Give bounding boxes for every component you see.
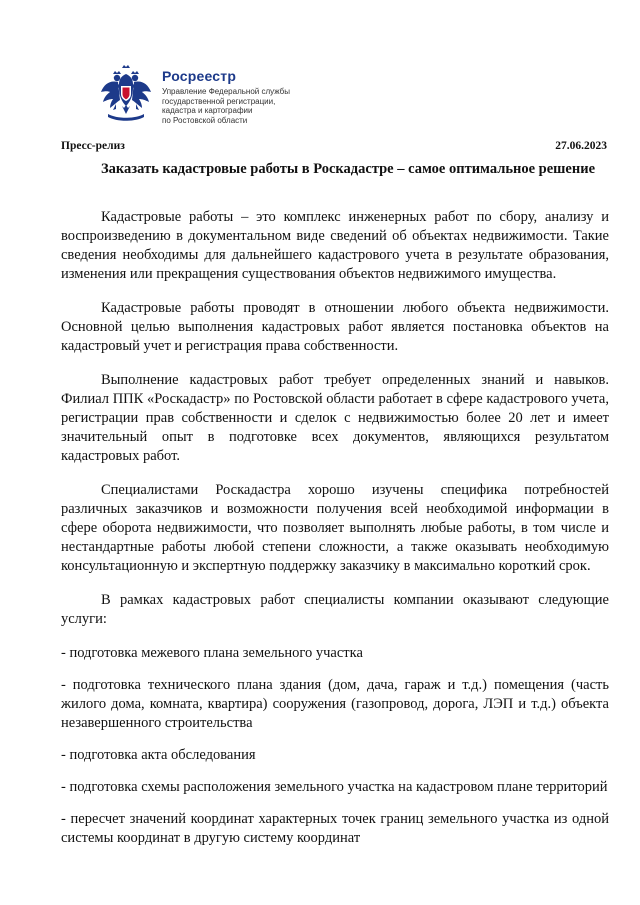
service-list-item: - подготовка технического плана здания (дом, дача, гараж и т.д.) помещения (часть жилого дома, комната, квартира) сооружения (газопровод, дорога, ЛЭП и т.д.) объекта незавершенного строительства bbox=[61, 677, 609, 731]
double-headed-eagle-emblem-icon bbox=[100, 64, 152, 122]
document-body bbox=[61, 208, 609, 861]
service-list-item: - подготовка акта обследования bbox=[61, 747, 256, 763]
body-paragraph: В рамках кадастровых работ специалисты компании оказывают следующие услуги: bbox=[61, 592, 609, 627]
release-date: 27.06.2023 bbox=[555, 140, 607, 152]
org-subtitle bbox=[162, 87, 362, 125]
org-name: Росреестр bbox=[162, 68, 237, 84]
org-subtitle-line: по Ростовской области bbox=[162, 115, 248, 125]
service-list-item: - подготовка схемы расположения земельного участка на кадастровом плане территорий bbox=[61, 779, 608, 795]
press-release-label: Пресс-релиз bbox=[61, 140, 125, 152]
body-paragraph: Специалистами Роскадастра хорошо изучены специфика потребностей различных заказчиков и возможности получения всей необходимой информации в сфере оборота недвижимости, что позволяет выполнять любые работы, в том числе и нестандартные работы любой степени сложности, а также оказывать необходимую консультационную и экспертную поддержку заказчику в максимально короткий срок. bbox=[61, 482, 609, 574]
service-list-item: - подготовка межевого плана земельного участка bbox=[61, 645, 363, 661]
service-list-item: - пересчет значений координат характерных точек границ земельного участка из одной системы координат в другую систему координат bbox=[61, 811, 609, 846]
body-paragraph: Кадастровые работы проводят в отношении любого объекта недвижимости. Основной целью выполнения кадастровых работ является постановка объектов на кадастровый учет и регистрация права собственности. bbox=[61, 300, 609, 354]
org-subtitle-line: государственной регистрации, bbox=[162, 96, 276, 106]
document-title bbox=[61, 160, 609, 179]
document-title-text: Заказать кадастровые работы в Роскадастре – самое оптимальное решение bbox=[101, 161, 596, 177]
org-subtitle-line: кадастра и картографии bbox=[162, 106, 253, 115]
rosreestr-logo bbox=[100, 64, 360, 124]
body-paragraph: Кадастровые работы – это комплекс инженерных работ по сбору, анализу и воспроизведению в документальном виде сведений об объектах недвижимости. Такие сведения необходимы для дальнейшего кадастрового учета в результате образования, изменения или прекращения существования объектов недвижимого имущества. bbox=[61, 209, 609, 282]
org-subtitle-line: Управление Федеральной службы bbox=[162, 87, 290, 96]
body-paragraph: Выполнение кадастровых работ требует определенных знаний и навыков. Филиал ППК «Роскадастр» по Ростовской области работает в сфере кадастрового учета, регистрации прав собственности и сделок с недвижимостью более 20 лет и имеет значительный опыт в подготовке всех документов, являющихся результатом кадастровых работ. bbox=[61, 372, 609, 464]
